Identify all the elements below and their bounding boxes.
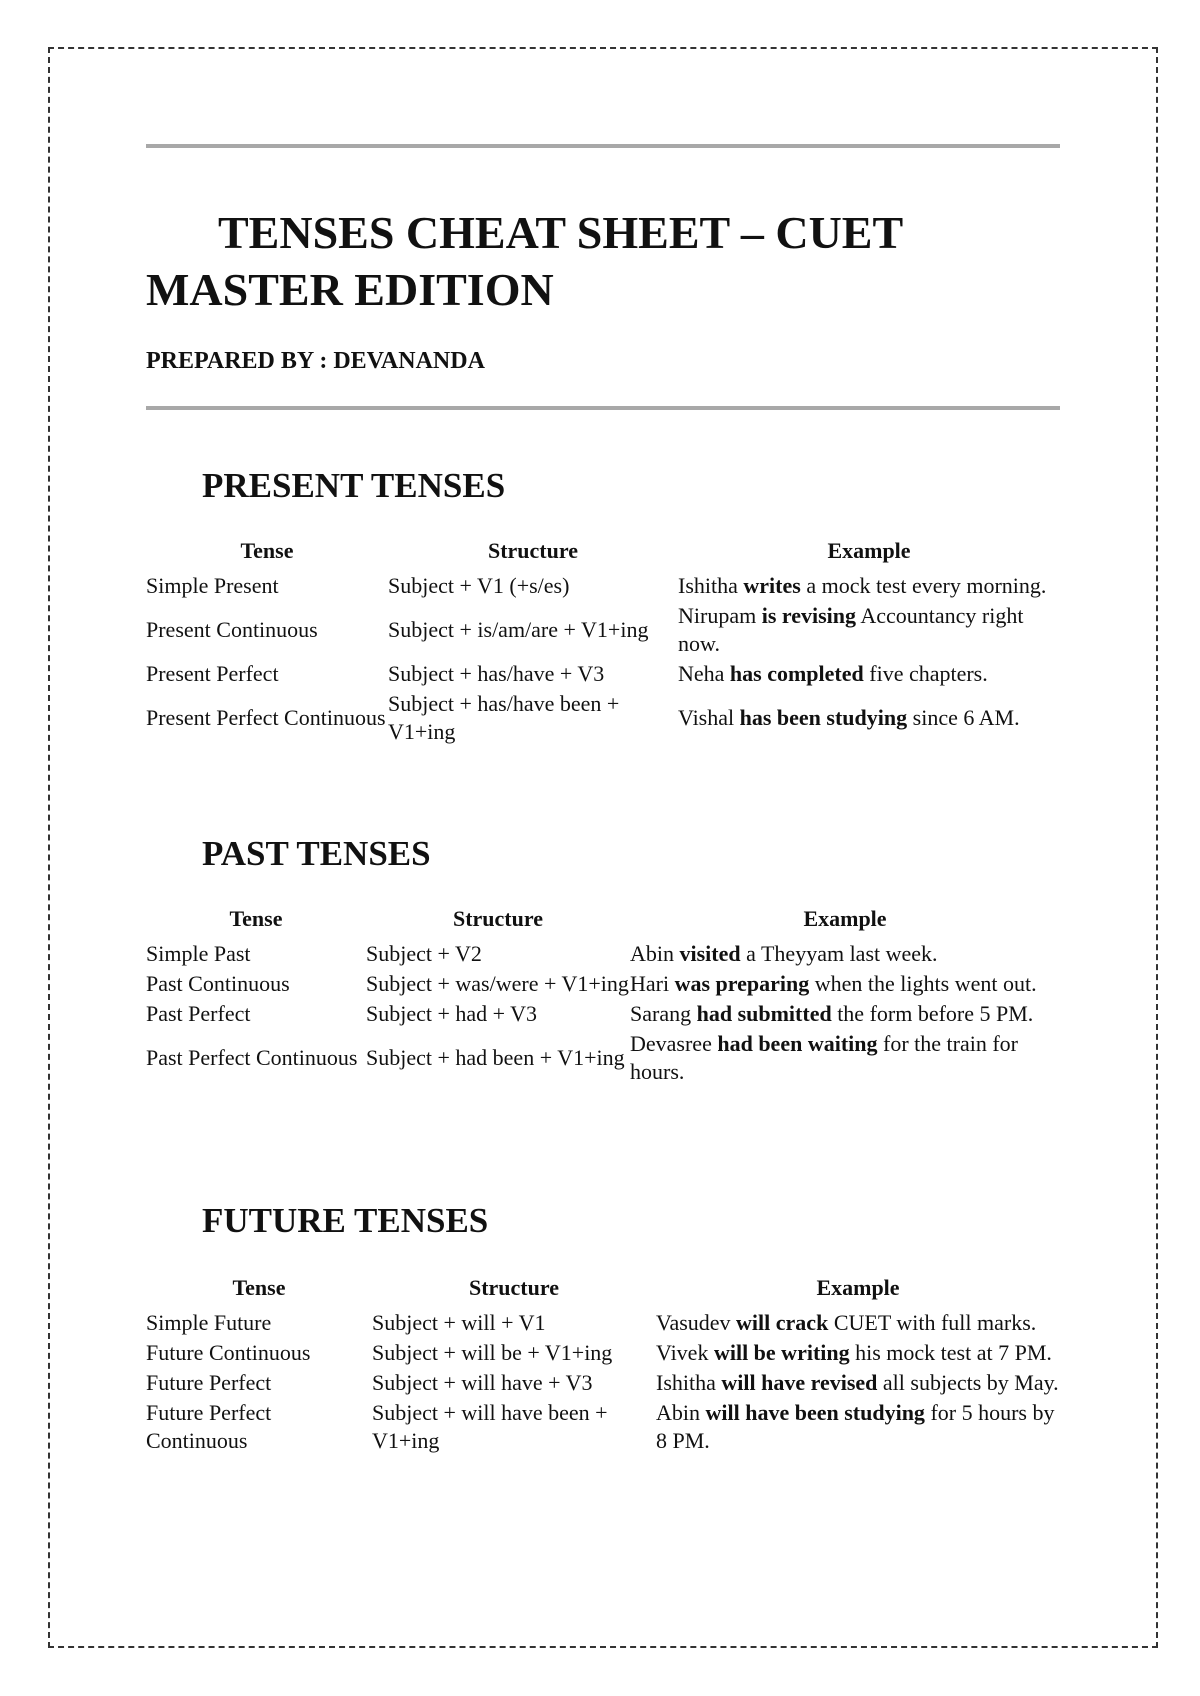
example-subject: Ishitha <box>678 573 744 598</box>
example-subject: Vasudev <box>656 1310 737 1335</box>
tense-example <box>630 999 1060 1029</box>
example-verb: will have been studying <box>705 1400 925 1425</box>
example-subject: Neha <box>678 661 730 686</box>
column-header-example: Example <box>803 906 887 931</box>
example-rest: his mock test at 7 PM. <box>849 1340 1052 1365</box>
tense-structure: Subject + V2 <box>366 941 482 966</box>
tense-example <box>656 1368 1060 1398</box>
example-verb: has completed <box>729 661 864 686</box>
tense-structure: Subject + has/have been + V1+ing <box>388 691 620 744</box>
present-tenses-table <box>146 537 1060 747</box>
example-verb: visited <box>679 941 741 966</box>
tense-name: Future Perfect <box>146 1370 272 1395</box>
tense-name: Past Continuous <box>146 971 290 996</box>
document-title: TENSES CHEAT SHEET – CUET MASTER EDITION <box>146 207 903 315</box>
table-row <box>146 659 1060 689</box>
tense-structure: Subject + will + V1 <box>372 1310 546 1335</box>
example-subject: Abin <box>656 1400 706 1425</box>
column-header-example: Example <box>827 538 911 563</box>
tense-example <box>656 1398 1060 1456</box>
tense-structure: Subject + is/am/are + V1+ing <box>388 617 649 642</box>
tense-structure: Subject + had + V3 <box>366 1001 538 1026</box>
table-header-row <box>146 537 1060 571</box>
example-rest: CUET with full marks. <box>828 1310 1037 1335</box>
section-heading-present: PRESENT TENSES <box>202 466 506 505</box>
example-rest: Accountancy right now. <box>678 603 1024 656</box>
example-rest: for 5 hours by 8 PM. <box>656 1400 1055 1453</box>
column-header-structure: Structure <box>487 538 579 563</box>
table-header-row <box>146 905 1060 939</box>
tense-structure: Subject + will have been + V1+ing <box>372 1400 608 1453</box>
tense-name: Future Continuous <box>146 1340 311 1365</box>
tense-name: Simple Past <box>146 941 251 966</box>
tense-example <box>630 939 1060 969</box>
example-verb: has been studying <box>739 705 908 730</box>
tense-name: Past Perfect Continuous <box>146 1045 358 1070</box>
tense-structure: Subject + had been + V1+ing <box>366 1045 625 1070</box>
table-row <box>146 1398 1060 1456</box>
tense-example <box>678 571 1060 601</box>
tense-example <box>656 1338 1060 1368</box>
example-subject: Vivek <box>656 1340 714 1365</box>
example-subject: Ishitha <box>656 1370 722 1395</box>
example-verb: writes <box>743 573 801 598</box>
tense-structure: Subject + will be + V1+ing <box>372 1340 613 1365</box>
tense-name: Simple Future <box>146 1310 272 1335</box>
column-header-example: Example <box>816 1275 900 1300</box>
tense-example <box>656 1308 1060 1338</box>
example-rest: when the lights went out. <box>809 971 1037 996</box>
column-header-structure: Structure <box>468 1275 560 1300</box>
table-row <box>146 1308 1060 1338</box>
tense-example <box>630 1029 1060 1087</box>
table-row <box>146 601 1060 659</box>
tense-example <box>630 969 1060 999</box>
header-divider-top <box>146 144 1060 148</box>
tense-example <box>678 601 1060 659</box>
tense-example <box>678 689 1060 747</box>
future-tenses-table <box>146 1274 1060 1456</box>
header-divider-bottom <box>146 406 1060 410</box>
tense-name: Past Perfect <box>146 1001 251 1026</box>
tense-structure: Subject + has/have + V3 <box>388 661 605 686</box>
past-tenses-table <box>146 905 1060 1087</box>
example-subject: Nirupam <box>678 603 762 628</box>
example-subject: Abin <box>630 941 680 966</box>
tense-structure: Subject + V1 (+s/es) <box>388 573 570 598</box>
table-row <box>146 1368 1060 1398</box>
table-row <box>146 1338 1060 1368</box>
example-rest: since 6 AM. <box>907 705 1020 730</box>
column-header-tense: Tense <box>240 538 294 563</box>
table-row <box>146 939 1060 969</box>
example-subject: Devasree <box>630 1031 718 1056</box>
example-verb: is revising <box>761 603 857 628</box>
tense-structure: Subject + was/were + V1+ing <box>366 971 629 996</box>
tense-structure: Subject + will have + V3 <box>372 1370 593 1395</box>
example-rest: for the train for hours. <box>630 1031 1018 1084</box>
tense-name: Present Perfect <box>146 661 279 686</box>
column-header-tense: Tense <box>232 1275 286 1300</box>
table-row <box>146 571 1060 601</box>
example-verb: will crack <box>736 1310 829 1335</box>
example-verb: will have revised <box>721 1370 878 1395</box>
section-heading-future: FUTURE TENSES <box>202 1201 489 1240</box>
example-rest: a Theyyam last week. <box>740 941 938 966</box>
example-rest: a mock test every morning. <box>800 573 1047 598</box>
example-verb: will be writing <box>713 1340 850 1365</box>
example-verb: had been waiting <box>717 1031 878 1056</box>
example-subject: Hari <box>630 971 675 996</box>
section-heading-past: PAST TENSES <box>202 834 431 873</box>
table-row <box>146 1029 1060 1087</box>
table-row <box>146 689 1060 747</box>
table-row <box>146 969 1060 999</box>
example-rest: the form before 5 PM. <box>831 1001 1034 1026</box>
example-subject: Sarang <box>630 1001 697 1026</box>
tense-example <box>678 659 1060 689</box>
prepared-by: PREPARED BY : DEVANANDA <box>146 348 485 374</box>
example-verb: had submitted <box>696 1001 832 1026</box>
tense-name: Present Perfect Continuous <box>146 705 386 730</box>
example-verb: was preparing <box>674 971 810 996</box>
example-rest: five chapters. <box>863 661 988 686</box>
table-header-row <box>146 1274 1060 1308</box>
column-header-structure: Structure <box>452 906 544 931</box>
example-rest: all subjects by May. <box>877 1370 1059 1395</box>
tense-name: Future Perfect Continuous <box>146 1400 272 1453</box>
tense-name: Present Continuous <box>146 617 318 642</box>
table-row <box>146 999 1060 1029</box>
tense-name: Simple Present <box>146 573 279 598</box>
example-subject: Vishal <box>678 705 740 730</box>
column-header-tense: Tense <box>229 906 283 931</box>
